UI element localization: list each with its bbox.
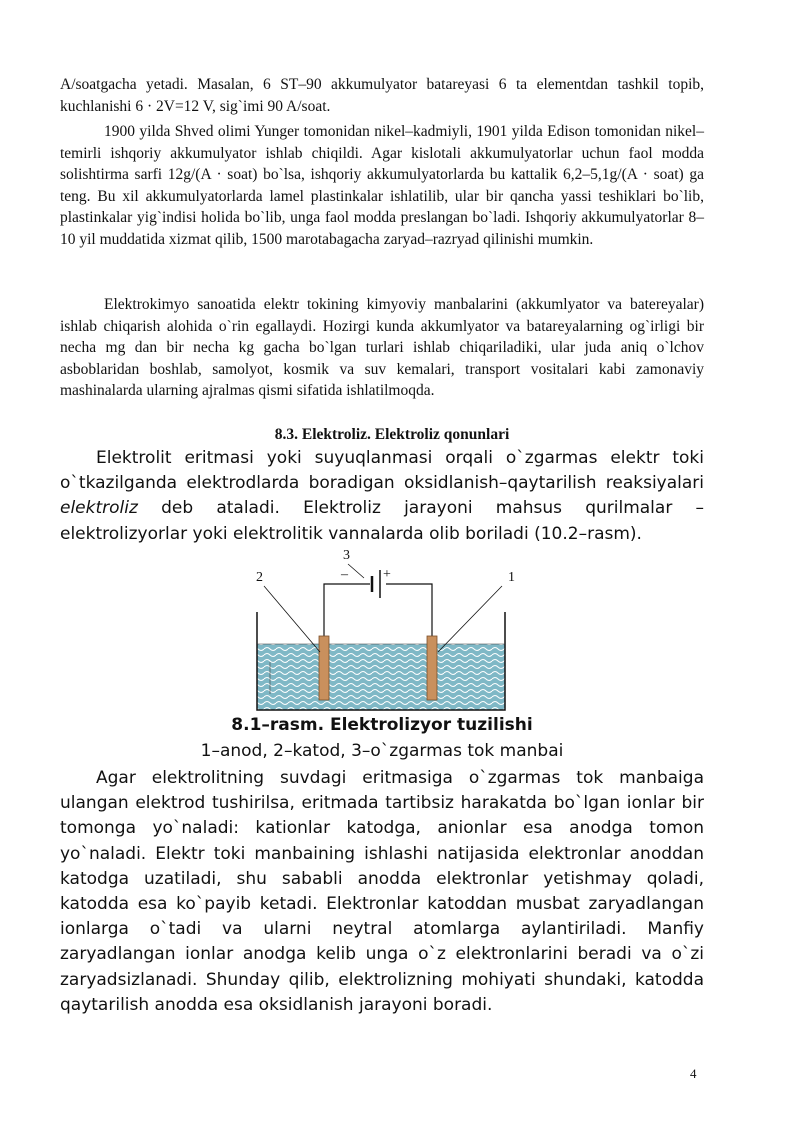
cathode-electrode (319, 636, 329, 700)
electrolysis-term: elektroliz (60, 498, 138, 519)
label-source: 3 (343, 548, 350, 563)
electrolyte (257, 644, 505, 710)
minus-sign: – (341, 567, 348, 582)
plus-sign: + (383, 567, 391, 582)
label-cathode: 2 (256, 570, 263, 585)
figure-caption-legend: 1–anod, 2–katod, 3–o`zgarmas tok manbai (200, 741, 564, 761)
paragraph-battery-example: A/soatgacha yetadi. Masalan, 6 ST–90 akkumulyator batareyasi 6 ta elementdan tashkil topib, kuchlanishi 6 · 2V=12 V, sig`imi 90 A/soat. (60, 76, 704, 115)
section-heading: 8.3. Elektroliz. Elektroliz qonunlari (274, 426, 510, 443)
page-number: 4 (690, 1066, 697, 1081)
wire-top (324, 584, 370, 636)
electrolyzer-diagram (240, 544, 540, 714)
paragraph-electrochemistry-industry: Elektrokimyo sanoatida elektr tokining kimyoviy manbalarini (akkumlyator va batereyalar) ishlab chiqarish alohida o`rin egallaydi. Hozirgi kunda akkumlyator va batareyalarning og`irligi bir necha mg dan bir necha kg gacha bo`lgan turlari ishlab chiqariladiki, ular juda aniq o`lchov asboblaridan boshlab, samolyot, kosmik va suv kemalari, transport vositalari kabi zamonaviy mashinalarda ularning ajralmas qismi sifatida ishlatilmoqda. (60, 296, 704, 400)
figure-caption-title: 8.1–rasm. Elektrolizyor tuzilishi (231, 715, 533, 735)
paragraph-electrolysis-definition (60, 446, 704, 547)
paragraph-alkaline-accumulators: 1900 yilda Shved olimi Yunger tomonidan nikel–kadmiyli, 1901 yilda Edison tomonidan nikel–temirli ishqoriy akkumulyator ishlab chiqildi. Agar kislotali akkumulyatorlar uchun faol modda solishtirma sarfi 12g/(A · soat) bo`lsa, ishqoriy akkumulyatorlarda bu kattalik 6,2–5,1g/(A · soat) ga teng. Bu xil akkumulyatorlarda lamel plastinkalar ishlatilib, ular bir qancha yassi teshiklari bo`lib, plastinkalar yig`indisi holida bo`lib, unga faol modda preslangan bo`ladi. Ishqoriy akkumulyatorlar 8–10 yil muddatida xizmat qilib, 1500 marotabagacha zaryad–razryad qilinishi mumkin. (60, 123, 704, 248)
anode-electrode (427, 636, 437, 700)
paragraph-electrolysis-mechanism: Agar elektrolitning suvdagi eritmasiga o`zgarmas tok manbaiga ulangan elektrod tushirilsa, eritmada tartibsiz harakatda bo`lgan ionlar bir tomonga yo`naladi: kationlar katodga, anionlar esa anodga tomon yo`naladi. Elektr toki manbaining ishlashi natijasida elektronlar anoddan katodga uzatiladi, shu sababli anodda elektronlar yetishmay qoladi, katodda esa ko`payib ketadi. Elektronlar katoddan musbat zaryadlangan ionlarga o`tadi va ularni neytral atomlarga aylantiriladi. Manfiy zaryadlangan ionlar anodga kelib unga o`z elektronlarini beradi va o`zi zaryadsizlanadi. Shunday qilib, elektrolizning mohiyati shundaki, katodda qaytarilish anodda esa oksidlanish jarayoni boradi. (60, 768, 704, 1015)
definition-text-before: Elektrolit eritmasi yoki suyuqlanmasi orqali o`zgarmas elektr toki o`tkazilganda elektrodlarda boradigan oksidlanish–qaytarilish reaksiyalari (60, 448, 704, 494)
label-anode: 1 (508, 570, 515, 585)
wire-top-right (386, 584, 432, 636)
definition-text-after: deb ataladi. Elektroliz jarayoni mahsus qurilmalar – elektrolizyorlar yoki elektrolitik vannalarda olib boriladi (10.2–rasm). (60, 498, 704, 544)
